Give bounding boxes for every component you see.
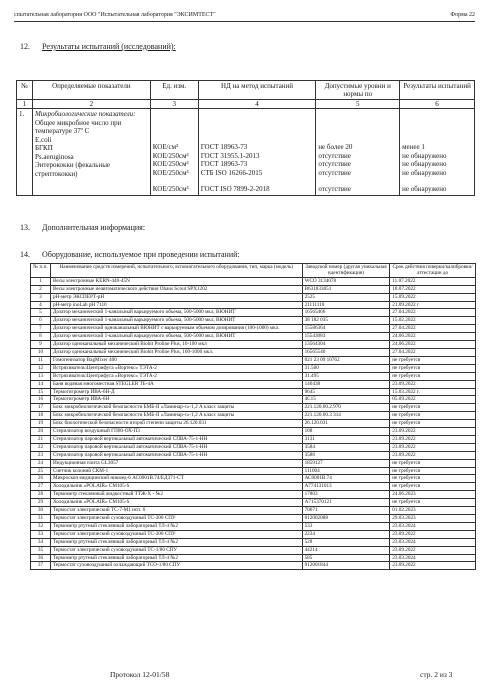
results-column-numbers [17,100,475,109]
equipment-row [31,499,476,507]
equipment-row [31,388,476,396]
section-title: Оборудование, используемое при проведении испытаний: [42,250,240,259]
equipment-name: рН-метр inoLab pH 7110 [50,301,302,309]
equipment-name: Стерилизатор паровой вертикальный автоматический СПВА-75-1-НН [50,435,302,443]
equipment-row [31,412,476,420]
row-number: 10 [31,348,51,356]
equipment-row [31,491,476,499]
section-number: 12. [20,42,30,51]
equipment-name: Встряхиватель\Центрифуга «Вортекс» ТЭТА-2 [50,372,302,380]
equipment-rows [31,277,476,570]
equipment-row [31,293,476,301]
row-number: 7 [31,325,51,333]
equipment-row [31,522,476,530]
validity-date: 27.04.2022 [390,348,476,356]
row-number: 32 [31,522,51,530]
equipment-header-row [31,264,476,278]
validity-date: 23.09.2022 [390,435,476,443]
serial-number: 1859127 [302,459,390,467]
serial-number: 2234 [302,530,390,538]
results-table [16,80,475,196]
norm: отсутствие [318,168,351,177]
row-number: 11 [31,356,51,364]
section-13-heading [20,223,145,233]
validity-date: 27.04.2022 [390,309,476,317]
equipment-row [31,507,476,515]
serial-number: 3584 [302,443,390,451]
row-number: 24 [31,459,51,467]
serial-number: 70671 [302,507,390,515]
serial-number: 012002088 [302,515,390,523]
methods-cell [198,109,316,196]
row-number: 9 [31,341,51,349]
equipment-row [31,435,476,443]
validity-date: 23.09.2022 [390,443,476,451]
equipment-name: Дозатор механический 1-канальный варьируемого объема, 500-5000 мкл, ВЮНИТ [50,317,302,325]
equipment-name: Термостат электрический суховоздушный ТС-1/80 СПУ [50,546,302,554]
result: не обнаружено [402,160,447,168]
validity-date: 01.02.2023 [390,507,476,515]
serial-number: 3131 [302,435,390,443]
equipment-name: Дозатор одноканальный механический Biohit Proline Plus, 100-1000 мкл. [50,348,302,356]
serial-number: 140438 [302,380,390,388]
row-number: 23 [31,451,51,459]
equipment-name: Бокс биологической безопасности второй степени защиты 26.120.031 [50,420,302,428]
serial-number: 17803 [302,491,390,499]
equipment-row [31,546,476,554]
validity-date: 23.09.2022 [390,451,476,459]
row-number: 35 [31,546,51,554]
equipment-row [31,420,476,428]
validity-date: 27.04.2022 [390,325,476,333]
equipment-row [31,554,476,562]
serial-number: 108 [302,428,390,436]
equipment-name: Стерилизатор паровой вертикальный автоматический СПВА-75-1-НН [50,451,302,459]
row-number: 18 [31,412,51,420]
equipment-row [31,530,476,538]
section-14-heading [20,250,240,260]
col-number: 5 [316,100,400,109]
method: ГОСТ 18963-73 [200,143,248,151]
serial-number: 15586364 [302,325,390,333]
unit: КОЕ/250см³ [152,185,189,193]
row-number: 19 [31,420,51,428]
indicators-cell [32,109,150,196]
col-unit: Ед. изм. [150,81,198,100]
serial-number: 4С15 [302,396,390,404]
row-number: 12 [31,364,51,372]
equipment-name: рН-метр ЭКСПЕРТ-рН [50,293,302,301]
row-number: 1. [17,109,33,196]
validity-date: 23.09.2022 [390,428,476,436]
validity-date: не требуется [390,420,476,428]
units-cell [150,109,198,196]
equipment-name: Дозатор механический 1-канальный варьируемого объема, 500-5000 мкл, ВЮНИТ [50,333,302,341]
row-number: 28 [31,491,51,499]
validity-date: не требуется [390,364,476,372]
row-number: 25 [31,467,51,475]
validity-date: 23.03.2024 [390,522,476,530]
row-number: 1 [31,277,51,285]
row-number: 16 [31,396,51,404]
serial-number: А774131013 [302,483,390,491]
serial-number: 16565540 [302,348,390,356]
col-number: 2 [32,100,150,109]
validity-date: 15.09.2022 [390,293,476,301]
col-result: Результаты испытаний [400,81,475,100]
method: СТБ ISO 16266-2015 [200,168,263,177]
section-title: Дополнительная информация: [42,223,146,232]
equipment-row [31,364,476,372]
equipment-row [31,325,476,333]
row-number: 20 [31,428,51,436]
equipment-name: Дозатор механический 1-канальный варьируемого объема, 500-5000 мкл, ВЮНИТ [50,309,302,317]
page-header [14,9,475,22]
norm: не более 20 [318,143,353,151]
equipment-name: Индукционная плита GL3057 [50,459,302,467]
row-number: 27 [31,483,51,491]
serial-number: 2525 [302,293,390,301]
serial-number: 585 [302,554,390,562]
norm: отсутствие [318,151,351,160]
validity-date: не требуется [390,372,476,380]
equipment-row [31,277,476,285]
validity-date: 29.03.2023 [390,515,476,523]
equipment-name: Термометр стеклянный жидкостный ТТЖ-Х - №2 [50,491,302,499]
row-number: 13 [31,372,51,380]
validity-date: 11.07.2022 [390,277,476,285]
row-number: 29 [31,499,51,507]
equipment-row [31,372,476,380]
serial-number: 26.120.031 [302,420,390,428]
protocol-number: Протокол 12-01/58 [110,670,170,679]
equipment-name: Бокс микробиологической безопасности БМБ-II «Ламинар-с»-1,2 А класс защиты [50,404,302,412]
lab-name: спытательная лаборатория ООО "Испытательная лаборатория "ЭКСИМТЕСТ" [14,12,216,18]
form-number: Форма 22 [450,12,475,18]
row-number: 37 [31,562,51,570]
validity-date: 23.09.2022 [390,530,476,538]
equipment-name: Гомогенизатор BagMixer 400 [50,356,302,364]
row-number: 8 [31,333,51,341]
serial-number: 221.120.00.3 314 [302,412,390,420]
row-number: 15 [31,388,51,396]
section-number: 14. [20,250,30,259]
serial-number: А715370121 [302,499,390,507]
serial-number: 111004 [302,467,390,475]
validity-date: 23.09.2022 [390,380,476,388]
equipment-row [31,451,476,459]
equipment-row [31,348,476,356]
row-number: 33 [31,530,51,538]
norms-cell [316,109,400,196]
row-number: 31 [31,515,51,523]
validity-date: 15.03.2022 г. [390,388,476,396]
col-number: 6 [400,100,475,109]
equipment-row [31,459,476,467]
col-number: 4 [198,100,316,109]
indicator: Общее микробное число при температуре 37º С [34,118,122,135]
section-12-heading [20,42,176,52]
validity-date: 05.09.2022 [390,396,476,404]
result: не обнаружено [402,168,447,177]
equipment-row [31,538,476,546]
equipment-name: Бокс микробиологической безопасности БМБ-II «Ламинар-с»-1,2 А класс защиты [50,412,302,420]
equipment-row [31,396,476,404]
col-number: 3 [150,100,198,109]
col-num: № п.п. [31,264,51,278]
equipment-name: Термостат электрический ТС-7-М1 исп. 6 [50,507,302,515]
equipment-name: Термометр ртутный стеклянный лабораторный ТЛ-4 №2 [50,522,302,530]
row-number: 5 [31,309,51,317]
method: ГОСТ 18963-73 [200,160,248,168]
equipment-name: Стерилизатор воздушный ГП80-ОХ-П3 [50,428,302,436]
equipment-name: Стерилизатор паровой вертикальный автоматический СПВА-75-1-НН [50,443,302,451]
serial-number: 012001844 [302,562,390,570]
validity-date: не требуется [390,412,476,420]
serial-number: АС0001В.74 [302,475,390,483]
col-norm: Допустимые уровни и нормы по [316,81,400,100]
equipment-row [31,404,476,412]
equipment-name: Холодильник «POLAIR» СМ105-S [50,499,302,507]
equipment-name: Термостат суховоздушный охлаждающий ТСО-1/80 СПУ [50,562,302,570]
equipment-row [31,301,476,309]
validity-date: 23.03.2024 [390,538,476,546]
col-num: № [17,81,33,100]
serial-number: 13564304 [302,341,390,349]
serial-number: 31.500 [302,364,390,372]
serial-number: 44214 [302,546,390,554]
col-name: Наименование средств измерений, испытательного, вспомогательного оборудования, тип, марка (модель) [50,264,302,278]
result: не обнаружено [402,185,447,193]
equipment-name: Дозатор одноканальный механический Biohit Proline Plus, 10-100 мкл [50,341,302,349]
row-number: 2 [31,285,51,293]
serial-number: 528 [302,538,390,546]
serial-number: 3586 [302,451,390,459]
equipment-table [30,263,476,570]
result: менее 1 [402,143,425,151]
equipment-row [31,317,476,325]
equipment-name: Весы электронные KERN-440-45N [50,277,302,285]
col-nd: НД на метод испытаний [198,81,316,100]
serial-number: 021 23 09 10762 [302,356,390,364]
unit: КОЕ/250см³ [152,160,189,168]
equipment-name: Весы электронные неавтоматического действия Ohaus Scout SPX1202 [50,285,302,293]
serial-number: B631833051 [302,285,390,293]
unit: КОЕ/250см³ [152,151,189,160]
validity-date: не требуется [390,483,476,491]
results-header-row [17,81,475,100]
norm: отсутствие [318,160,351,168]
result: не обнаружено [402,151,447,160]
unit: КОЕ/см³ [152,143,179,151]
serial-number: 16565466 [302,309,390,317]
equipment-name: Микроскоп медицинский никмед-6 АС0001В.74/ЕД371-СТ [50,475,302,483]
indicator: Ps.aeruginosa [34,152,74,161]
col-valid: Срок действия поверки/калибровки/ аттестации до [390,264,476,278]
col-number: 1 [17,100,33,109]
equipment-row [31,483,476,491]
validity-date: 24.06.2022 [390,333,476,341]
row-number: 4 [31,301,51,309]
serial-number: 21111110 [302,301,390,309]
equipment-name: Термогигрометр ИВА-6Н-Д [50,388,302,396]
validity-date: не требуется [390,499,476,507]
method: ГОСТ ISO 7899-2-2018 [200,185,270,193]
validity-date: не требуется [390,475,476,483]
serial-number: 38 182 035 [302,317,390,325]
serial-number: 221.120.00.2.970 [302,404,390,412]
equipment-name: Термостат электрический суховоздушный ТС-200 СПУ [50,530,302,538]
section-title: Результаты испытаний (исследований): [42,42,176,51]
equipment-row [31,467,476,475]
equipment-name: Счетчик колоний СКМ-1 [50,467,302,475]
row-number: 3 [31,293,51,301]
row-number: 6 [31,317,51,325]
method: ГОСТ 31955.1-2013 [200,151,260,160]
indicator-group-title: Микробиологические показатели: [34,110,136,118]
validity-date: 23.09.2022 [390,562,476,570]
row-number: 21 [31,435,51,443]
validity-date: не требуется [390,459,476,467]
results-row [17,109,475,196]
validity-date: не требуется [390,404,476,412]
equipment-name: Термогигрометр ИВА-6Н [50,396,302,404]
equipment-name: Холодильник «POLAIR» СМ105-S [50,483,302,491]
serial-number: WCO 3134078 [302,277,390,285]
serial-number: 9645 [302,388,390,396]
equipment-row [31,380,476,388]
equipment-row [31,475,476,483]
row-number: 34 [31,538,51,546]
equipment-name: Термостат электрический суховоздушный ТС-200 СПУ [50,515,302,523]
indicator: E.coli [34,135,52,144]
section-number: 13. [20,223,30,232]
row-number: 36 [31,554,51,562]
indicator: БГКП [34,144,53,152]
serial-number: 533 [302,522,390,530]
row-number: 22 [31,443,51,451]
equipment-row [31,285,476,293]
equipment-row [31,341,476,349]
validity-date: 24.06.2023 [390,491,476,499]
equipment-name: Встряхиватель\Центрифуга «Вортекс» ТЭТА-2 [50,364,302,372]
equipment-row [31,443,476,451]
validity-date: 23.09.2022 [390,546,476,554]
equipment-name: Баня водяная многоместная STEGLER ТБ-4А [50,380,302,388]
validity-date: 15.02.2022 [390,317,476,325]
serial-number: 15543083 [302,333,390,341]
results-cell [400,109,475,196]
validity-date: 23.03.2024 [390,554,476,562]
validity-date: не требуется [390,356,476,364]
equipment-name: Термометр ртутный стеклянный лабораторный ТЛ-4 №2 [50,554,302,562]
validity-date: 24.06.2022 [390,341,476,349]
unit: КОЕ/250см³ [152,168,189,177]
row-number: 14 [31,380,51,388]
row-number: 17 [31,404,51,412]
equipment-row [31,333,476,341]
serial-number: 31.495 [302,372,390,380]
page-number: стр. 2 из 3 [420,670,453,679]
validity-date: 21.09.2022 г [390,301,476,309]
col-indicator: Определяемые показатели [32,81,150,100]
validity-date: не требуется [390,467,476,475]
validity-date: 18.07.2022 [390,285,476,293]
equipment-row [31,428,476,436]
equipment-row [31,356,476,364]
row-number: 26 [31,475,51,483]
col-serial: Заводской номер (другая уникальная идентификация) [302,264,390,278]
norm: отсутствие [318,185,351,193]
equipment-row [31,515,476,523]
equipment-name: Термометр ртутный стеклянный лабораторный ТЛ-4 №2 [50,538,302,546]
equipment-name: Дозатор механический одноканальный ВЮНИТ с варьируемым объемом дозирования (100-1000) мкл. [50,325,302,333]
row-number: 30 [31,507,51,515]
equipment-row [31,562,476,570]
indicator: Энтерококки (фекальные стрептококки) [34,161,111,178]
equipment-row [31,309,476,317]
